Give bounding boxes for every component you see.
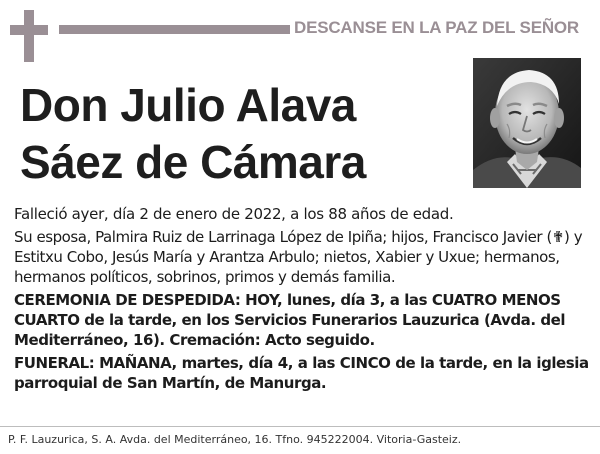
family-paragraph	[14, 227, 589, 287]
notice-body	[14, 204, 589, 396]
cross-icon: ✟	[551, 228, 564, 246]
header-divider	[59, 25, 290, 34]
ceremony-paragraph: CEREMONIA DE DESPEDIDA: HOY, lunes, día 3, a las CUATRO MENOS CUARTO de la tarde, en los Servicios Funerarios Lauzurica (Avda. del Mediterráneo, 16). Cremación: Acto seguido.	[14, 291, 566, 349]
footer-divider	[0, 426, 600, 427]
deceased-name-line1: Don Julio Alava	[20, 79, 356, 131]
funeral-home-footer: P. F. Lauzurica, S. A. Avda. del Mediterráneo, 16. Tfno. 945222004. Vitoria-Gasteiz.	[8, 433, 462, 446]
latin-cross-icon	[10, 10, 48, 62]
portrait-photo	[473, 58, 581, 188]
deceased-name-line2: Sáez de Cámara	[20, 136, 366, 188]
header-caption: DESCANSE EN LA PAZ DEL SEÑOR	[294, 18, 580, 37]
family-text-start: Su esposa, Palmira Ruiz de Larrinaga López de Ipiña; hijos, Francisco Javier (	[14, 228, 552, 246]
funeral-paragraph: FUNERAL: MAÑANA, martes, día 4, a las CINCO de la tarde, en la iglesia parroquial de San Martín, de Manurga.	[14, 354, 589, 392]
death-paragraph: Falleció ayer, día 2 de enero de 2022, a los 88 años de edad.	[14, 205, 454, 223]
family-text-end: ) y Estitxu Cobo, Jesús María y Arantza Arbulo; nietos, Xabier y Uxue; hermanos, hermanos políticos, sobrinos, primos y demás familia.	[14, 228, 583, 286]
